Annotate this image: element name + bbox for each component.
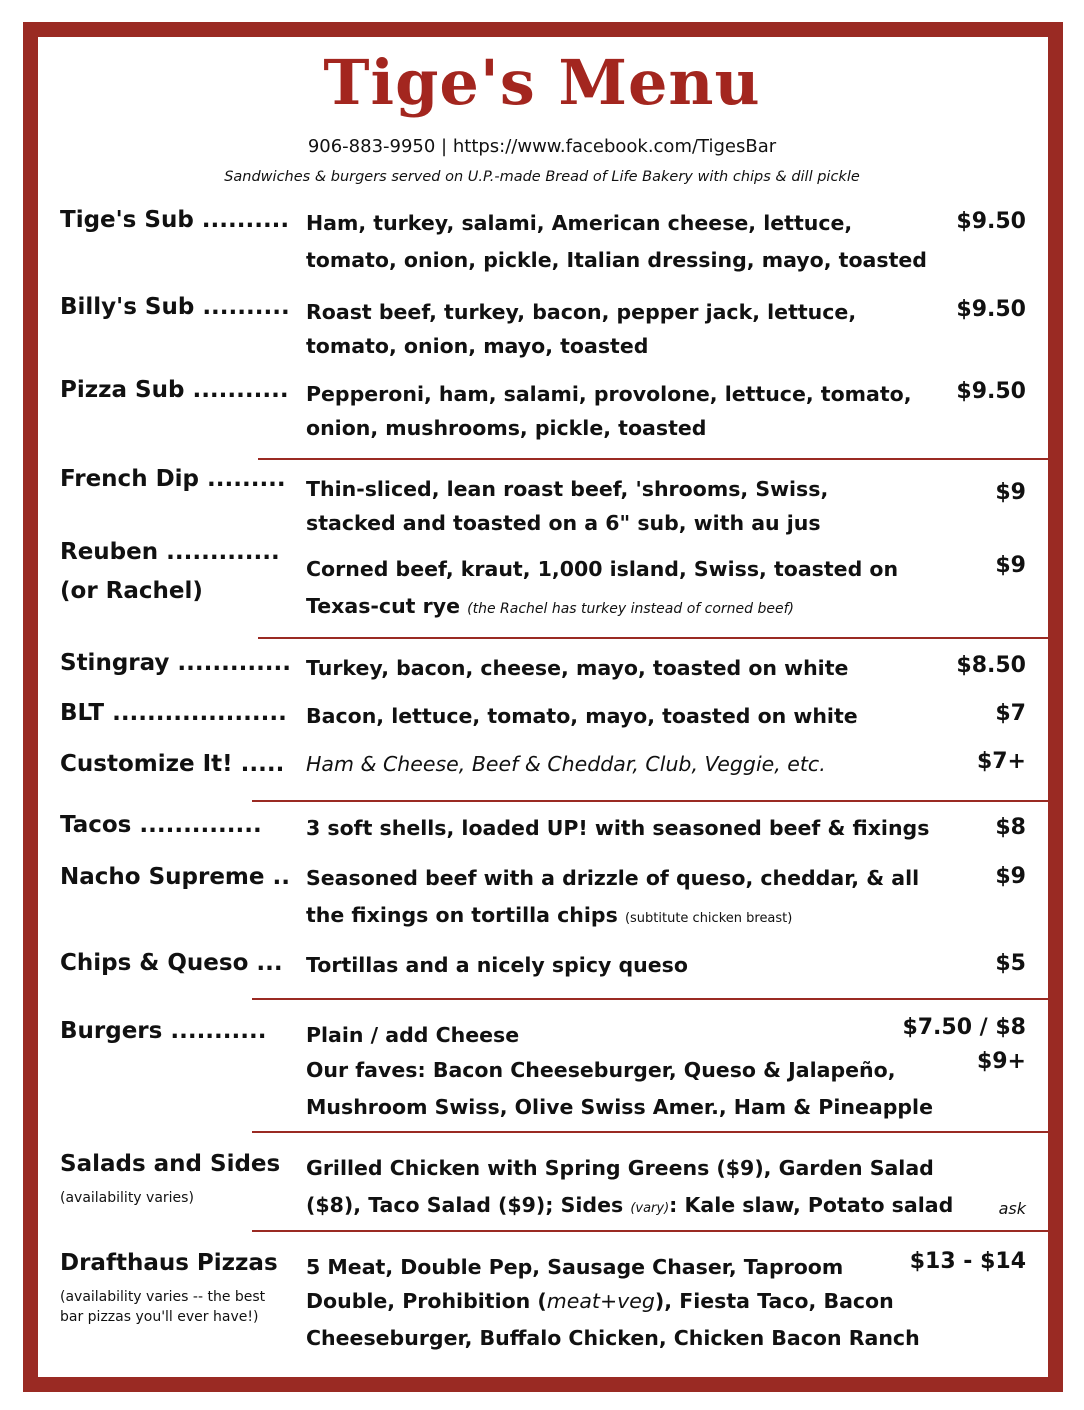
salads-vary-note: (vary)	[630, 1201, 670, 1216]
divider-3	[252, 800, 1048, 802]
item-desc-nacho: Seasoned beef with a drizzle of queso, cheddar, & all the fixings on tortilla chips (subtitute chicken breast)	[306, 866, 920, 927]
item-price-pizza-sub: $9.50	[956, 379, 1026, 404]
reuben-note: (the Rachel has turkey instead of corned beef)	[467, 601, 794, 617]
item-desc-blt: Bacon, lettuce, tomato, mayo, toasted on white	[306, 704, 858, 728]
divider-6	[252, 1230, 1048, 1232]
item-name-salads: Salads and Sides	[60, 1151, 281, 1177]
contact-line: 906-883-9950 | https://www.facebook.com/TigesBar	[307, 136, 777, 157]
item-price-chips: $5	[995, 951, 1026, 976]
item-name-chips: Chips & Queso ...	[60, 950, 283, 976]
item-desc-french-dip: Thin-sliced, lean roast beef, 'shrooms, Swiss, stacked and toasted on a 6" sub, with au jus	[306, 477, 829, 535]
item-desc-customize: Ham & Cheese, Beef & Cheddar, Club, Veggie, etc.	[306, 752, 826, 776]
tagline: Sandwiches & burgers served on U.P.-made Bread of Life Bakery with chips & dill pickle	[224, 169, 860, 185]
item-desc-reuben: Corned beef, kraut, 1,000 island, Swiss, toasted on Texas-cut rye (the Rachel has turkey instead of corned beef)	[306, 557, 899, 618]
item-price-customize: $7+	[976, 749, 1026, 774]
item-name-billys-sub: Billy's Sub ..........	[60, 294, 290, 320]
item-name-reuben: Reuben .............	[60, 539, 280, 565]
divider-4	[252, 998, 1048, 1000]
item-name-customize: Customize It! .....	[60, 751, 285, 777]
item-desc-salads: Grilled Chicken with Spring Greens ($9), Garden Salad ($8), Taco Salad ($9); Sides (vary): Kale slaw, Potato salad	[306, 1156, 954, 1217]
item-price-reuben: $9	[995, 553, 1026, 578]
item-name-pizzas: Drafthaus Pizzas	[60, 1250, 278, 1276]
divider-5	[252, 1131, 1048, 1133]
item-desc-chips: Tortillas and a nicely spicy queso	[306, 953, 688, 977]
item-price-salads: ask	[998, 1199, 1026, 1218]
item-name-burgers: Burgers ...........	[60, 1018, 267, 1044]
divider-2	[258, 637, 1048, 639]
item-name-stingray: Stingray .............	[60, 650, 292, 676]
item-price-blt: $7	[995, 701, 1026, 726]
item-sub-salads: (availability varies)	[60, 1190, 194, 1206]
item-name-tiges-sub: Tige's Sub ..........	[60, 207, 290, 233]
item-price-billys-sub: $9.50	[956, 297, 1026, 322]
item-price-french-dip: $9	[995, 480, 1026, 505]
item-price-burgers-faves: $9+	[976, 1049, 1026, 1074]
item-desc-tacos: 3 soft shells, loaded UP! with seasoned beef & fixings	[306, 816, 930, 840]
item-desc-pizzas: 5 Meat, Double Pep, Sausage Chaser, Taproom Double, Prohibition (meat+veg), Fiesta Taco, Bacon Cheeseburger, Buffalo Chicken, Chicken Bacon Ranch	[306, 1255, 920, 1350]
item-name-tacos: Tacos ..............	[60, 812, 262, 838]
item-price-stingray: $8.50	[956, 653, 1026, 678]
item-desc-stingray: Turkey, bacon, cheese, mayo, toasted on white	[306, 656, 849, 680]
item-price-nacho: $9	[995, 864, 1026, 889]
item-name-nacho: Nacho Supreme ..	[60, 864, 290, 890]
item-price-tiges-sub: $9.50	[956, 209, 1026, 234]
item-desc-pizza-sub: Pepperoni, ham, salami, provolone, lettuce, tomato, onion, mushrooms, pickle, toasted	[306, 382, 912, 440]
item-name-french-dip: French Dip .........	[60, 466, 286, 492]
item-price-pizzas: $13 - $14	[909, 1249, 1026, 1274]
menu-title: Tige's Menu	[323, 46, 761, 119]
item-sub-pizzas: (availability varies -- the best bar pizzas you'll ever have!)	[60, 1289, 266, 1325]
item-price-tacos: $8	[995, 815, 1026, 840]
item-name-rachel: (or Rachel)	[60, 578, 203, 604]
item-desc-burgers: Plain / add Cheese Our faves: Bacon Cheeseburger, Queso & Jalapeño, Mushroom Swiss, Olive Swiss Amer., Ham & Pineapple	[306, 1023, 933, 1119]
item-desc-tiges-sub: Ham, turkey, salami, American cheese, lettuce, tomato, onion, pickle, Italian dressing, mayo, toasted	[306, 211, 927, 272]
item-name-pizza-sub: Pizza Sub ...........	[60, 377, 289, 403]
item-name-blt: BLT ....................	[60, 700, 287, 726]
divider-1	[258, 458, 1048, 460]
item-price-burgers: $7.50 / $8	[902, 1015, 1026, 1040]
nacho-note: (subtitute chicken breast)	[624, 911, 793, 926]
item-desc-billys-sub: Roast beef, turkey, bacon, pepper jack, lettuce, tomato, onion, mayo, toasted	[306, 300, 857, 358]
